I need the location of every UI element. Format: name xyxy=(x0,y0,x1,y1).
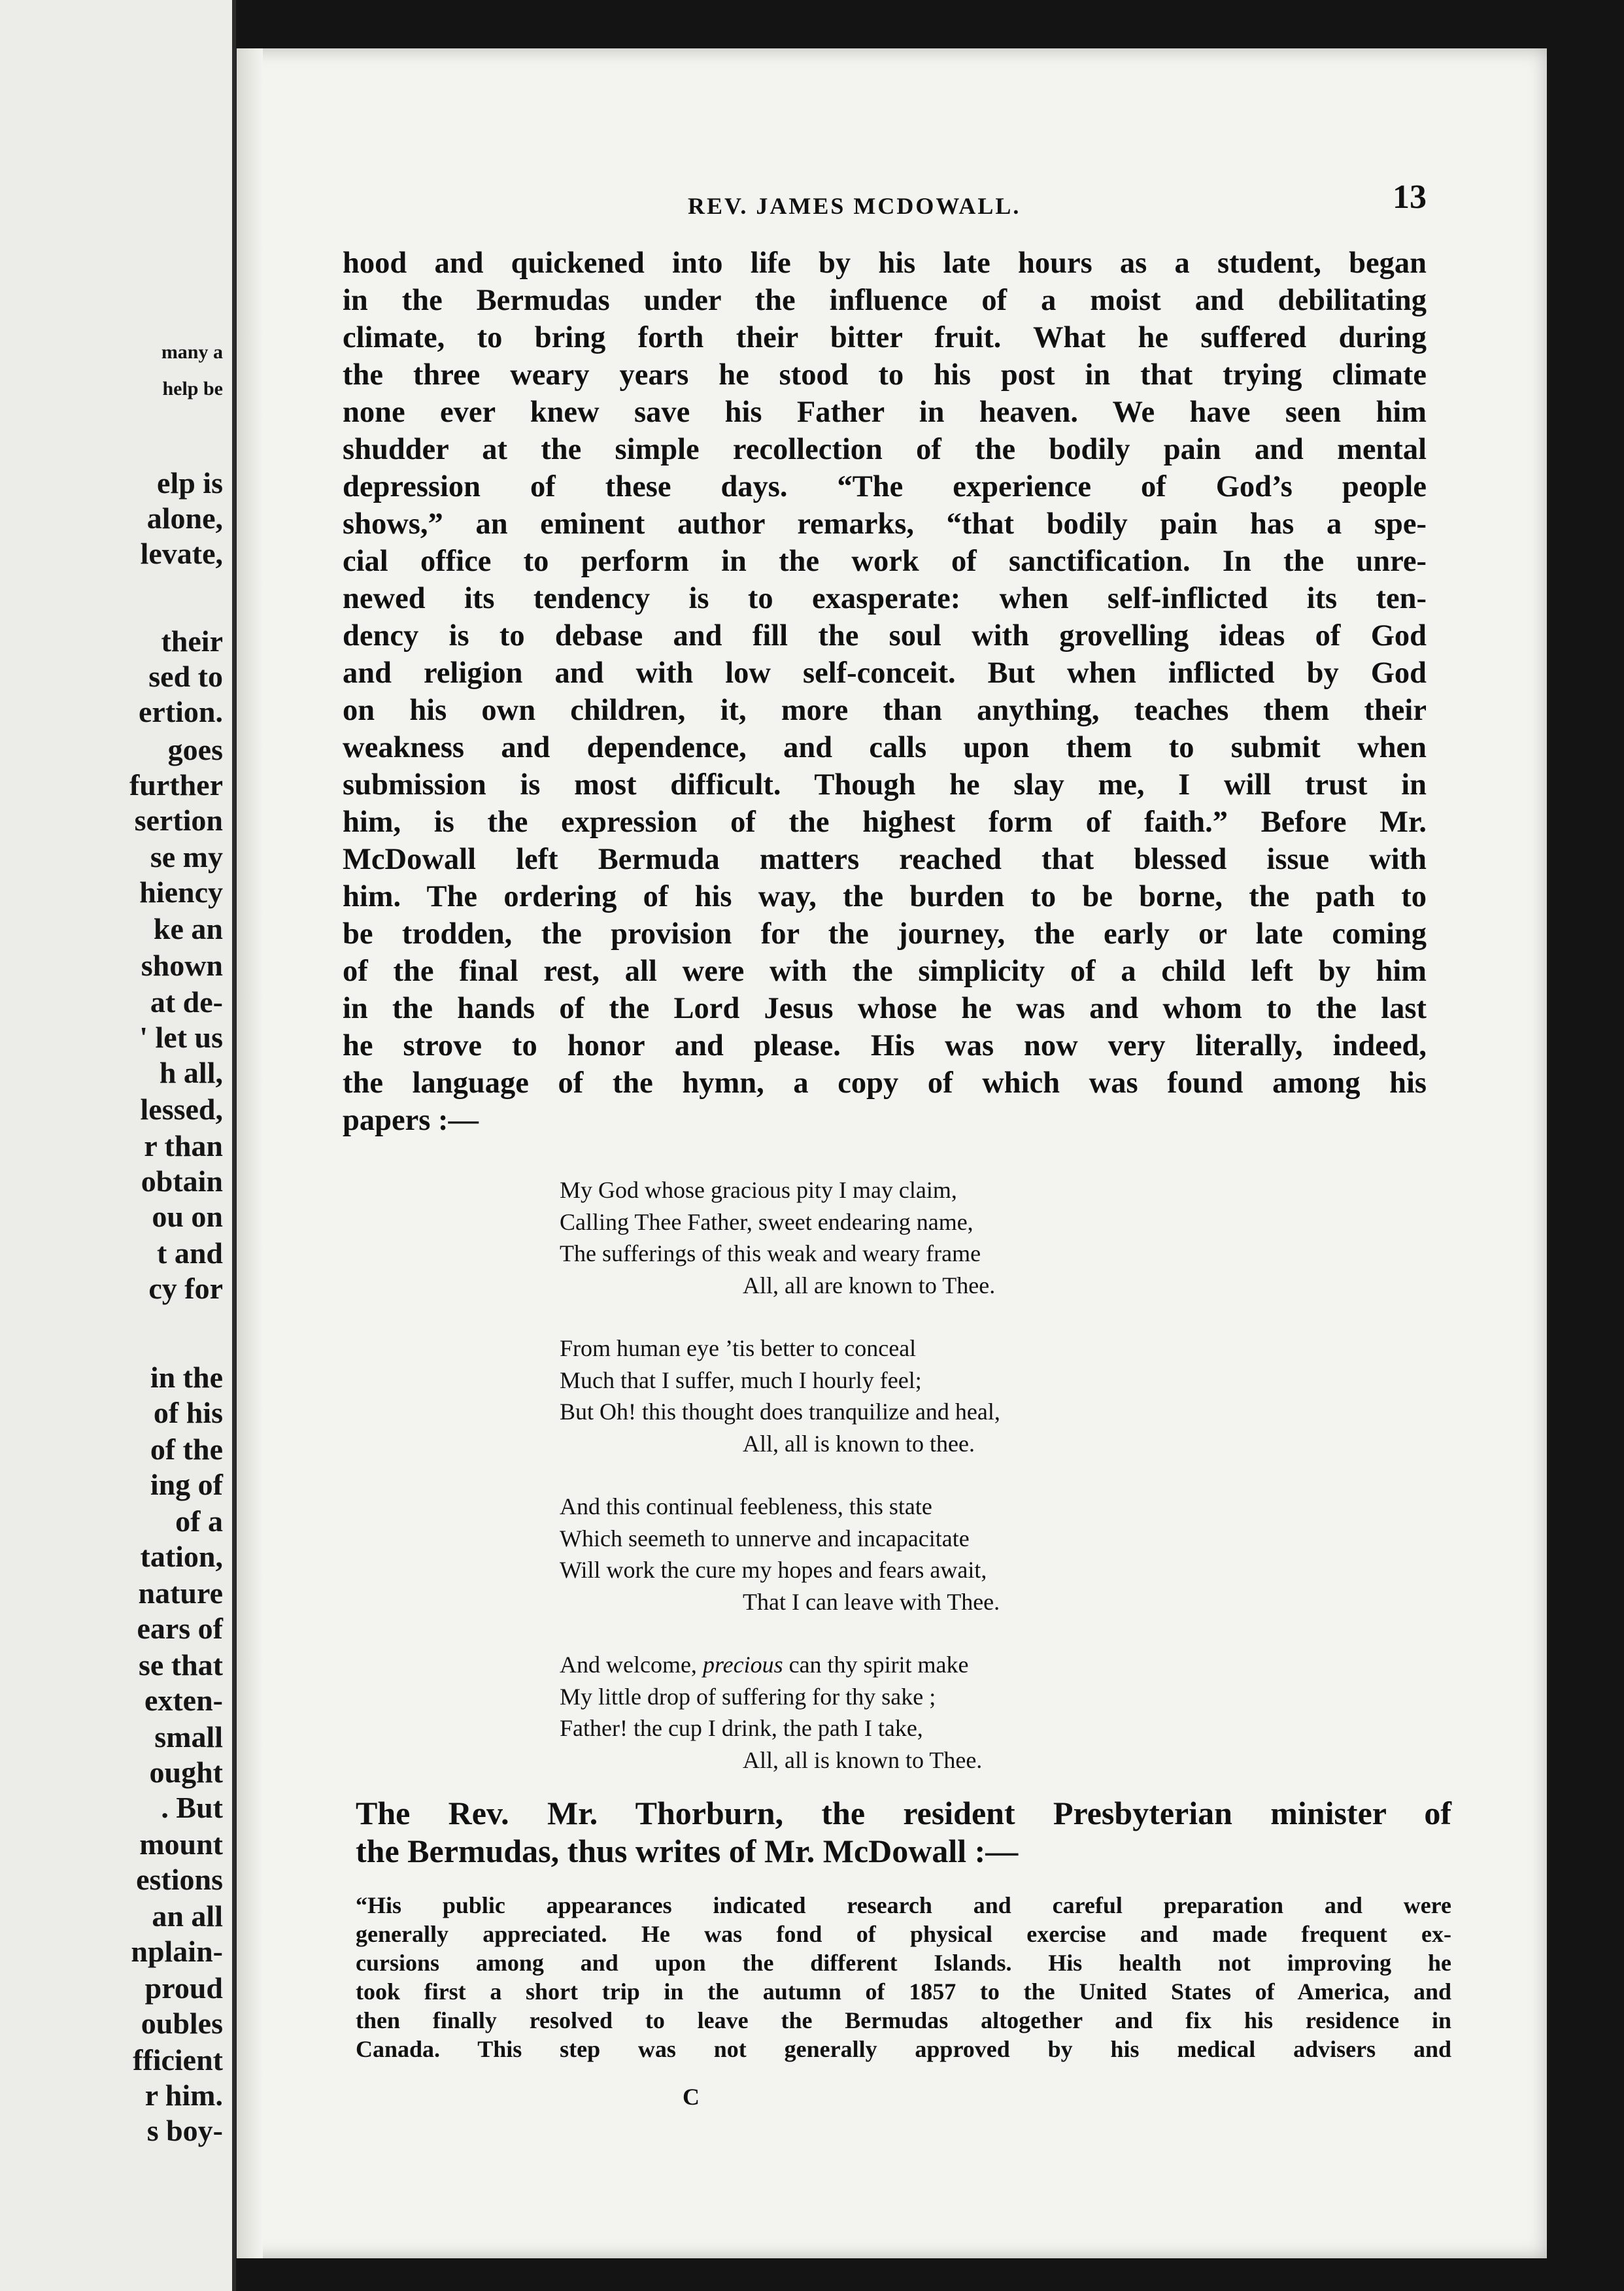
facing-page-fragment: in the xyxy=(150,1361,223,1394)
scan-border-bottom xyxy=(232,2258,1624,2291)
facing-page-fragment: ertion. xyxy=(138,695,223,728)
quote-line: “His public appearances indicated research and careful preparation and were xyxy=(356,1892,1451,1918)
body-line: him, is the expression of the highest form of faith.” Before Mr. xyxy=(343,806,1427,839)
facing-page-fragment: s boy- xyxy=(146,2114,223,2147)
facing-page-fragment: elp is xyxy=(157,466,223,500)
facing-page-fragment: t and xyxy=(157,1236,223,1270)
quote-line: then finally resolved to leave the Bermudas altogether and fix his residence in xyxy=(356,2007,1451,2033)
facing-page-fragment: fficient xyxy=(133,2043,223,2077)
facing-page-fragment: shown xyxy=(141,949,223,982)
quote-line: Canada. This step was not generally approved by his medical advisers and xyxy=(356,2036,1451,2062)
body-line: depression of these days. “The experience of God’s people xyxy=(343,470,1427,503)
hymn-verse-line: Which seemeth to unnerve and incapacitate xyxy=(560,1525,970,1552)
facing-page-fragment: ing of xyxy=(150,1468,223,1501)
facing-page-fragment: lessed, xyxy=(140,1093,223,1126)
quote-line: cursions among and upon the different Islands. His health not improving he xyxy=(356,1950,1451,1976)
main-paragraph xyxy=(343,245,1427,1139)
facing-page-fragment: cy for xyxy=(148,1272,223,1305)
scan-border-top xyxy=(232,0,1624,48)
page-gutter-shadow xyxy=(237,48,263,2258)
thorburn-line: the Bermudas, thus writes of Mr. McDowall :— xyxy=(356,1833,1019,1869)
facing-page-edge xyxy=(0,0,236,2291)
facing-page-fragment: help be xyxy=(162,378,223,399)
facing-page-fragment: estions xyxy=(136,1863,223,1896)
hymn-verse-line: Much that I suffer, much I hourly feel; xyxy=(560,1366,922,1393)
facing-page-fragment: at de- xyxy=(150,985,223,1019)
facing-page-fragment: an all xyxy=(152,1899,223,1933)
facing-page-fragment: alone, xyxy=(146,501,223,535)
hymn-verse-line: But Oh! this thought does tranquilize and heal, xyxy=(560,1399,1000,1425)
body-line: cial office to perform in the work of sanctification. In the unre- xyxy=(343,545,1427,578)
quote-line: generally appreciated. He was fond of physical exercise and made frequent ex- xyxy=(356,1921,1451,1947)
facing-page-fragment: tation, xyxy=(140,1540,223,1573)
running-head: REV. JAMES MCDOWALL. xyxy=(688,193,1021,219)
facing-page-fragment: ou on xyxy=(152,1200,223,1233)
facing-page-fragment: ought xyxy=(149,1756,223,1789)
facing-page-fragment: ke an xyxy=(153,912,223,945)
body-line: hood and quickened into life by his late hours as a student, began xyxy=(343,246,1427,280)
hymn-verse-prefix: And welcome, xyxy=(560,1652,703,1678)
body-line: submission is most difficult. Though he slay me, I will trust in xyxy=(343,768,1427,802)
facing-page-fragment: sed to xyxy=(148,660,223,693)
facing-page-fragment: further xyxy=(129,768,223,802)
scan-border-right xyxy=(1547,0,1624,2291)
body-line: be trodden, the provision for the journey, the early or late coming xyxy=(343,917,1427,951)
facing-page-fragment: of the xyxy=(150,1433,223,1466)
hymn-refrain: That I can leave with Thee. xyxy=(743,1588,1000,1615)
body-line: of the final rest, all were with the simplicity of a child left by him xyxy=(343,955,1427,988)
facing-page-fragment: many a xyxy=(161,341,223,363)
facing-page-fragment: nature xyxy=(138,1576,223,1610)
quote-line: took first a short trip in the autumn of 1857 to the United States of America, and xyxy=(356,1978,1451,2005)
facing-page-fragment: se that xyxy=(138,1648,223,1682)
hymn-stanza xyxy=(560,1332,1213,1459)
hymn-verse-line xyxy=(560,1649,1213,1681)
body-line: he strove to honor and please. His was now very literally, indeed, xyxy=(343,1029,1427,1062)
hymn-verse-line: And this continual feebleness, this state xyxy=(560,1493,932,1519)
facing-page-fragment: ' let us xyxy=(139,1021,223,1054)
hymn-refrain: All, all is known to thee. xyxy=(743,1430,975,1457)
body-line: shows,” an eminent author remarks, “that bodily pain has a spe- xyxy=(343,507,1427,541)
body-line: papers :— xyxy=(343,1104,479,1137)
thorburn-line: The Rev. Mr. Thorburn, the resident Presbyterian minister of xyxy=(356,1795,1451,1831)
body-line: shudder at the simple recollection of the bodily pain and mental xyxy=(343,433,1427,466)
body-line: weakness and dependence, and calls upon them to submit when xyxy=(343,731,1427,764)
hymn-verse-line: Father! the cup I drink, the path I take, xyxy=(560,1715,923,1741)
facing-page-fragment: of a xyxy=(175,1504,223,1538)
body-line: climate, to bring forth their bitter fruit. What he suffered during xyxy=(343,321,1427,354)
body-line: newed its tendency is to exasperate: when self-inflicted its ten- xyxy=(343,582,1427,615)
body-line: the language of the hymn, a copy of which was found among his xyxy=(343,1066,1427,1100)
hymn-stanza xyxy=(560,1491,1213,1618)
facing-page-fragment: r him. xyxy=(144,2079,223,2112)
hymn-verse-line: From human eye ’tis better to conceal xyxy=(560,1335,917,1361)
hymn-verse-line: Will work the cure my hopes and fears await, xyxy=(560,1557,987,1583)
facing-page-fragment: goes xyxy=(167,733,223,766)
facing-page-fragment: small xyxy=(154,1720,223,1754)
hymn-verse-line: Calling Thee Father, sweet endearing name, xyxy=(560,1208,973,1235)
hymn-verse-line: My God whose gracious pity I may claim, xyxy=(560,1177,957,1203)
hymn-verse-suffix: can thy spirit make xyxy=(783,1652,969,1678)
facing-page-fragment: sertion xyxy=(134,804,223,837)
thorburn-paragraph xyxy=(356,1794,1451,1870)
page-number: 13 xyxy=(1393,178,1427,216)
facing-page-fragment: of his xyxy=(153,1396,223,1429)
body-line: in the Bermudas under the influence of a moist and debilitating xyxy=(343,284,1427,317)
hymn-refrain: All, all is known to Thee. xyxy=(743,1746,983,1773)
hymn-verse-line: My little drop of suffering for thy sake ; xyxy=(560,1683,936,1710)
facing-page-fragment: exten- xyxy=(144,1684,223,1717)
facing-page-fragment: h all, xyxy=(159,1056,223,1089)
body-line: on his own children, it, more than anything, teaches them their xyxy=(343,694,1427,727)
hymn-refrain: All, all are known to Thee. xyxy=(743,1272,996,1298)
facing-page-fragment: oubles xyxy=(141,2007,223,2040)
book-page xyxy=(237,48,1547,2258)
body-line: none ever knew save his Father in heaven. We have seen him xyxy=(343,396,1427,429)
hymn-verse-emphasis: precious xyxy=(702,1652,783,1678)
body-line: in the hands of the Lord Jesus whose he was and whom to the last xyxy=(343,992,1427,1025)
facing-page-fragment: se my xyxy=(150,840,223,874)
facing-page-fragment: their xyxy=(161,624,223,658)
body-line: dency is to debase and fill the soul with grovelling ideas of God xyxy=(343,619,1427,653)
hymn xyxy=(560,1174,1213,1807)
facing-page-fragment: mount xyxy=(139,1827,223,1861)
facing-page-fragment: hiency xyxy=(139,875,223,909)
hymn-stanza xyxy=(560,1649,1213,1776)
body-line: him. The ordering of his way, the burden to be borne, the path to xyxy=(343,880,1427,913)
body-line: and religion and with low self-conceit. But when inflicted by God xyxy=(343,656,1427,690)
body-line: McDowall left Bermuda matters reached that blessed issue with xyxy=(343,843,1427,876)
body-line: the three weary years he stood to his post in that trying climate xyxy=(343,358,1427,392)
facing-page-fragment: . But xyxy=(161,1791,223,1824)
signature-mark: C xyxy=(683,2084,700,2110)
facing-page-fragment: obtain xyxy=(141,1164,223,1198)
hymn-stanza xyxy=(560,1174,1213,1301)
thorburn-quotation xyxy=(356,1891,1451,2063)
facing-page-fragment: proud xyxy=(144,1971,223,2005)
facing-page-fragment: levate, xyxy=(140,537,223,570)
facing-page-fragment: ears of xyxy=(137,1612,223,1645)
facing-page-fragment: r than xyxy=(144,1129,223,1162)
hymn-verse-line: The sufferings of this weak and weary frame xyxy=(560,1240,981,1266)
facing-page-fragment: nplain- xyxy=(131,1935,223,1968)
